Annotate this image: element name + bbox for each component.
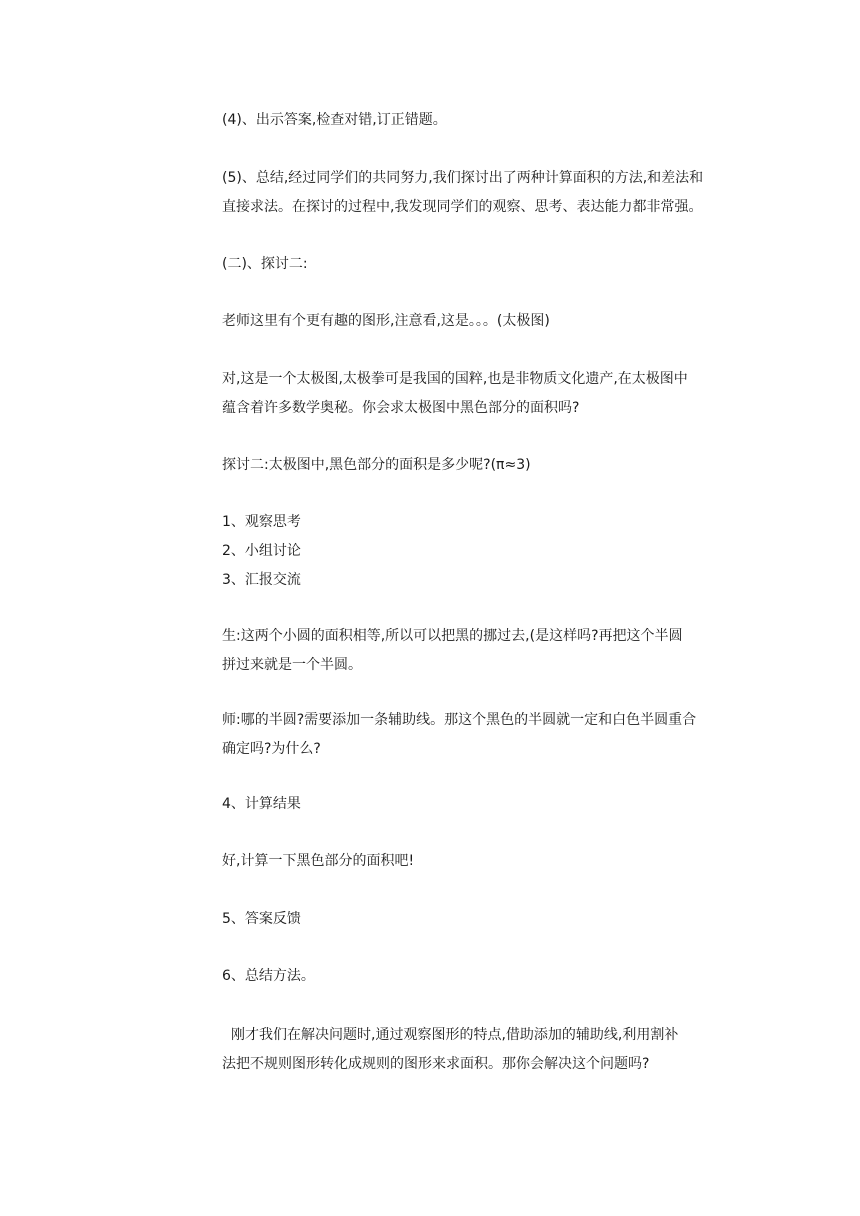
paragraph-step-5-summary [222,164,742,222]
text-line: 蕴含着许多数学奥秘。你会求太极图中黑色部分的面积吗? [222,400,580,416]
paragraph-question [222,451,742,480]
list-item: 3、汇报交流 [222,572,301,588]
text-line: 生:这两个小圆的面积相等,所以可以把黑的挪过去,(是这样吗?再把这个半圆 [222,628,683,644]
text-line: 师:哪的半圆?需要添加一条辅助线。那这个黑色的半圆就一定和白色半圆重合 [222,712,697,728]
text-line: (5)、总结,经过同学们的共同努力,我们探讨出了两种计算面积的方法,和差法和 [222,170,704,186]
text-line: 老师这里有个更有趣的图形,注意看,这是。。。(太极图) [222,313,550,329]
list-item: 1、观察思考 [222,514,301,530]
text-line: (二)、探讨二: [222,256,308,272]
steps-list [222,508,742,595]
text-line: 确定吗?为什么? [222,741,321,757]
text-line: 4、计算结果 [222,796,301,812]
text-line: 6、总结方法。 [222,968,315,984]
paragraph-taiji-description [222,365,742,423]
text-line: 拼过来就是一个半圆。 [222,657,362,673]
section-heading-explore-2 [222,250,742,279]
text-line: 法把不规则图形转化成规则的图形来求面积。那你会解决这个问题吗? [222,1056,650,1072]
paragraph-step-4 [222,106,742,135]
text-line: 探讨二:太极图中,黑色部分的面积是多少呢?(π≈3) [222,457,531,473]
paragraph-student-answer [222,622,742,680]
text-line: 5、答案反馈 [222,911,301,927]
list-item: 2、小组讨论 [222,543,301,559]
paragraph-taiji-intro [222,307,742,336]
step-4-heading [222,790,742,819]
paragraph-calculate [222,847,742,876]
text-line: 好,计算一下黑色部分的面积吧! [222,853,415,869]
step-6-heading [222,962,742,991]
text-line: (4)、出示答案,检查对错,订正错题。 [222,112,447,128]
text-line: 对,这是一个太极图,太极拳可是我国的国粹,也是非物质文化遗产,在太极图中 [222,371,688,387]
text-line: 刚才我们在解决问题时,通过观察图形的特点,借助添加的辅助线,利用割补 [231,1027,679,1043]
step-5-heading [222,905,742,934]
paragraph-teacher-question [222,706,742,764]
paragraph-method-summary [222,1021,742,1079]
text-line: 直接求法。在探讨的过程中,我发现同学们的观察、思考、表达能力都非常强。 [222,199,703,215]
